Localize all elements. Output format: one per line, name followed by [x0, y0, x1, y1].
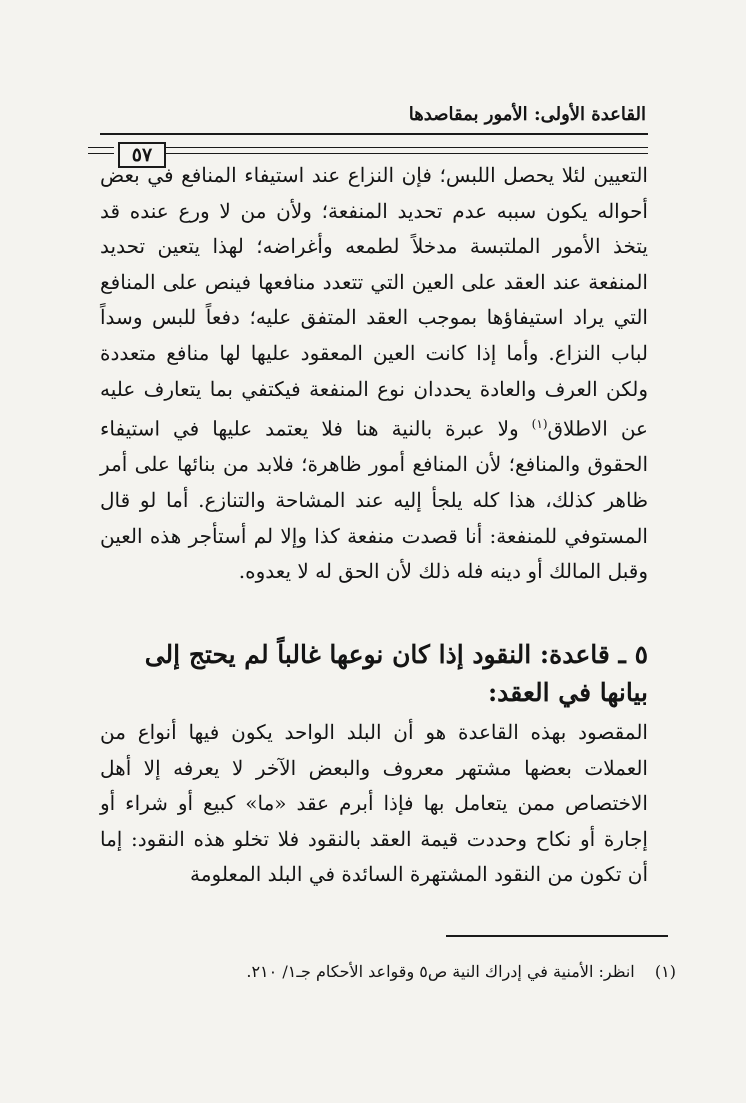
header-rule	[100, 133, 648, 135]
running-header-title: القاعدة الأولى: الأمور بمقاصدها	[408, 104, 646, 125]
page-number-right-rule-top	[166, 147, 648, 148]
page-number-right-rule-bottom	[166, 153, 648, 154]
page-number-left-rule-bottom	[88, 153, 114, 154]
paragraph-1	[100, 158, 648, 590]
footnote-separator	[446, 935, 668, 937]
footnote	[246, 962, 676, 981]
page-number: ٥٧	[118, 142, 166, 168]
paragraph-2: المقصود بهذه القاعدة هو أن البلد الواحد يكون فيها أنواع من العملات بعضها مشتهر معروف والبعض الآخر لا يعرفه إلا أهل الاختصاص ممن يتعامل بها فإذا أبرم عقد «ما» كبيع أو شراء أو إجارة أو نكاح وحددت قيمة العقد بالنقود فلا تخلو هذه النقود: إما أن تكون من النقود المشتهرة السائدة في البلد المعلومة	[100, 720, 648, 887]
footnote-marker: (١)	[654, 962, 676, 981]
footnote-text: انظر: الأمنية في إدراك النية ص٥ وقواعد الأحكام جـ١/ ٢١٠.	[246, 962, 635, 981]
footnote-reference: (١)	[531, 417, 548, 432]
rule-heading: ٥ ـ قاعدة: النقود إذا كان نوعها غالباً لم يحتج إلى بيانها في العقد:	[144, 640, 648, 707]
paragraph-1-continuation: ولا عبرة بالنية هنا فلا يعتمد عليها في استيفاء الحقوق والمنافع؛ لأن المنافع أمور ظاهرة؛ فلابد من بنائها على أمر ظاهر كذلك، هذا كله يلجأ إليه عند المشاحة والتنازع. أما لو قال المستوفي للمنفعة: أنا قصدت منفعة كذا وإلا لم أستأجر هذه العين وقبل المالك أو دينه فله ذلك لأن الحق له لا يعدوه.	[100, 416, 648, 584]
paragraph-1-text: التعيين لئلا يحصل اللبس؛ فإن النزاع عند استيفاء المنافع في بعض أحواله يكون سببه عدم تحديد المنفعة؛ ولأن من لا ورع عنده قد يتخذ الأمور الملتبسة مدخلاً لطمعه وأغراضه؛ لهذا يتعين تحديد المنفعة عند العقد على العين التي تتعدد منافعها فينص على المنافع التي يراد استيفاؤها بموجب العقد المتفق عليه؛ دفعاً للبس وسداً لباب النزاع. وأما إذا كانت العين المعقود عليها لها منافع متعددة ولكن العرف والعادة يحددان نوع المنفعة فيكتفي بما يتعارف عليه عن الاطلاق	[100, 163, 648, 441]
page-number-left-rule-top	[88, 147, 114, 148]
